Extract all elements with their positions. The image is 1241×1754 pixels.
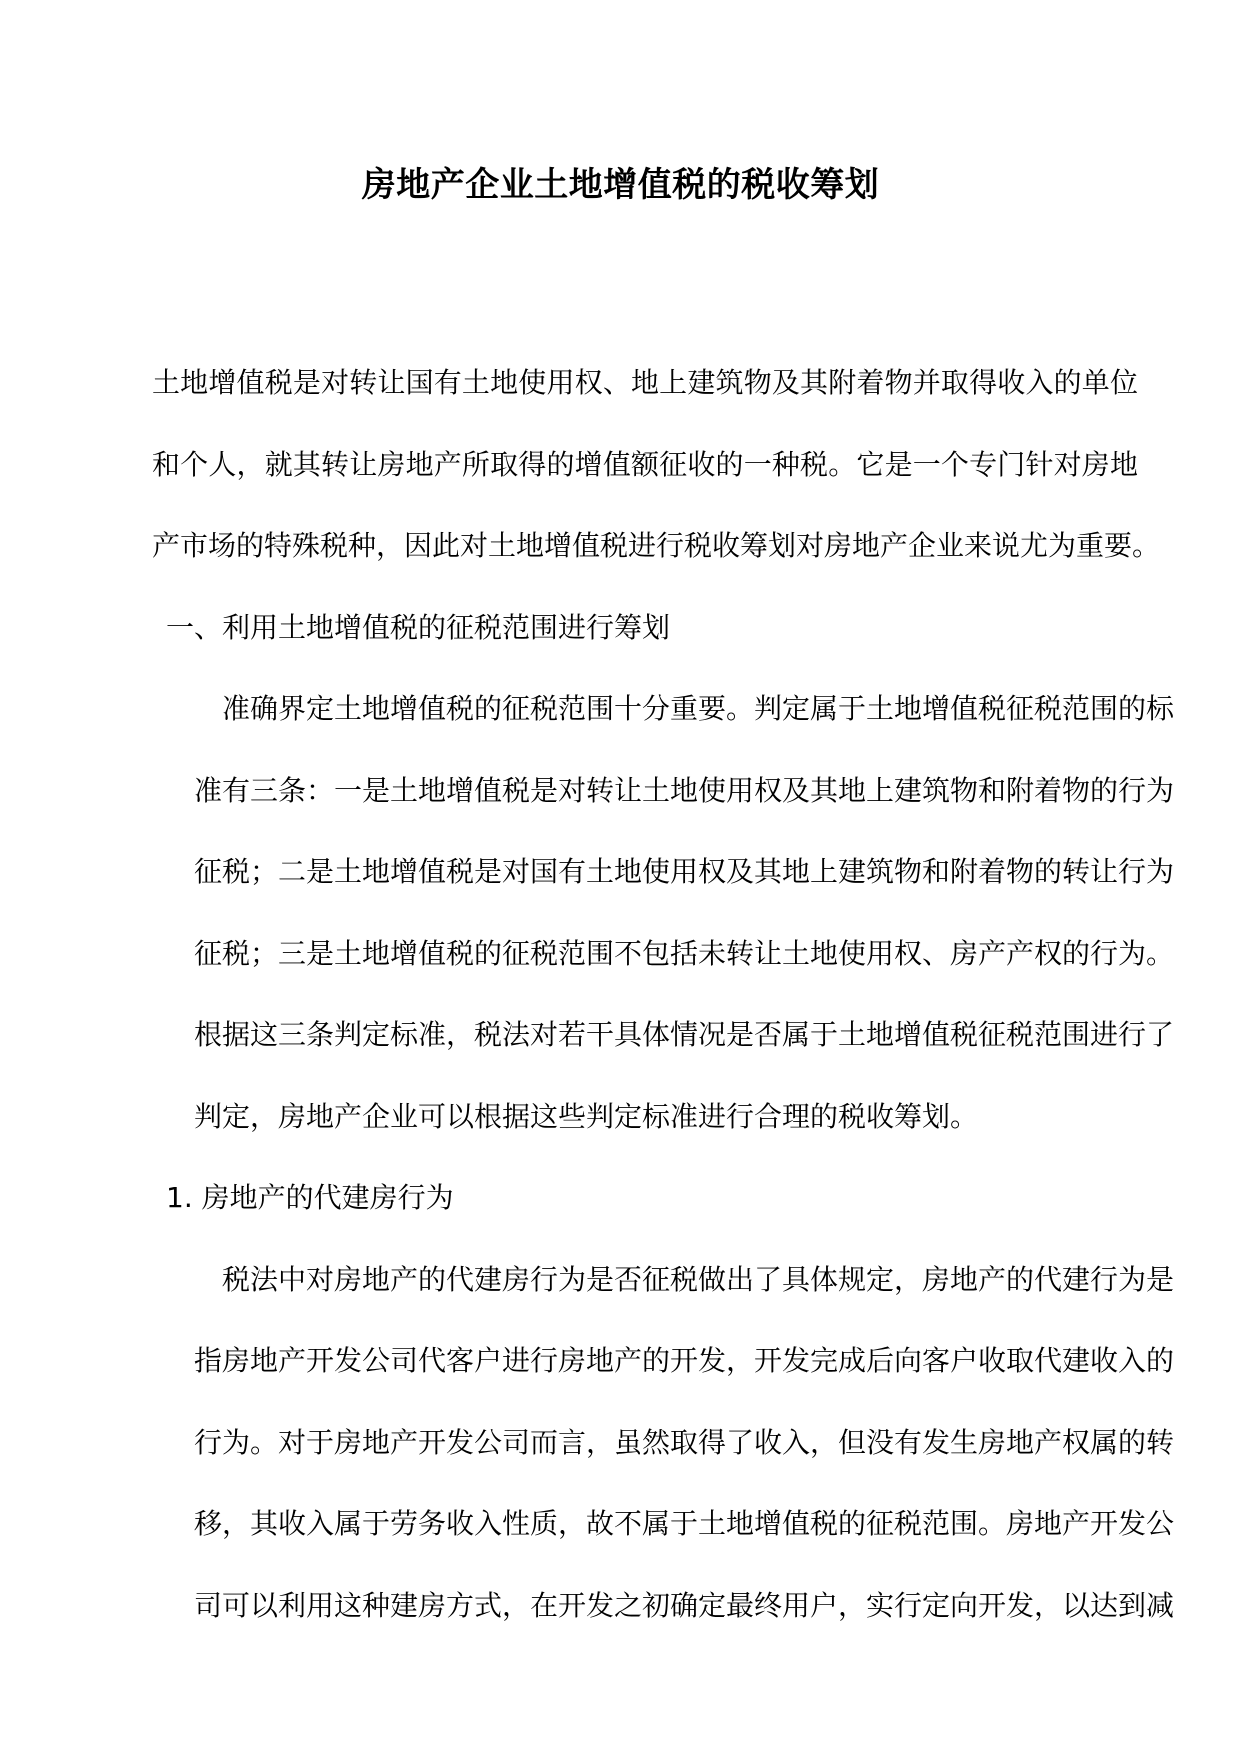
- text-line: 判定，房地产企业可以根据这些判定标准进行合理的税收筹划。: [194, 1099, 979, 1133]
- text-line: 税法中对房地产的代建房行为是否征税做出了具体规定，房地产的代建行为是: [222, 1262, 1175, 1296]
- text-line: 移，其收入属于劳务收入性质，故不属于土地增值税的征税范围。房地产开发公: [194, 1507, 1175, 1540]
- text-line: 根据这三条判定标准，税法对若干具体情况是否属于土地增值税征税范围进行了: [194, 1018, 1175, 1051]
- text-line: 土地增值税是对转让国有土地使用权、地上建筑物及其附着物并取得收入的单位: [152, 366, 1138, 399]
- text-line: 征税；二是土地增值税是对国有土地使用权及其地上建筑物和附着物的转让行为: [194, 855, 1175, 888]
- document-title: 房地产企业土地增值税的税收筹划: [361, 165, 880, 205]
- text-line: 1. 房地产的代建房行为: [166, 1181, 454, 1214]
- text-line: 准有三条：一是土地增值税是对转让土地使用权及其地上建筑物和附着物的行为: [194, 773, 1175, 807]
- document-body: [138, 342, 1175, 1646]
- paragraph-intro: [138, 342, 1161, 587]
- paragraph-agency-construction: [138, 1239, 1175, 1647]
- text-line: 产市场的特殊税种，因此对土地增值税进行税收筹划对房地产企业来说尤为重要。: [152, 529, 1161, 562]
- text-line: 征税；三是土地增值税的征税范围不包括未转让土地使用权、房产产权的行为。: [194, 936, 1175, 970]
- section-heading: [138, 587, 1138, 669]
- subsection-heading: [138, 1157, 1138, 1239]
- text-line: 指房地产开发公司代客户进行房地产的开发，开发完成后向客户收取代建收入的: [194, 1344, 1175, 1377]
- text-line: 司可以利用这种建房方式，在开发之初确定最终用户，实行定向开发，以达到减: [194, 1588, 1175, 1622]
- text-line: 准确界定土地增值税的征税范围十分重要。判定属于土地增值税征税范围的标: [222, 692, 1175, 725]
- text-line: 和个人，就其转让房地产所取得的增值额征收的一种税。它是一个专门针对房地: [152, 447, 1138, 481]
- text-line: 一、利用土地增值税的征税范围进行筹划: [166, 610, 671, 644]
- paragraph-scope: [138, 668, 1175, 1157]
- text-line: 行为。对于房地产开发公司而言，虽然取得了收入，但没有发生房地产权属的转: [194, 1425, 1175, 1459]
